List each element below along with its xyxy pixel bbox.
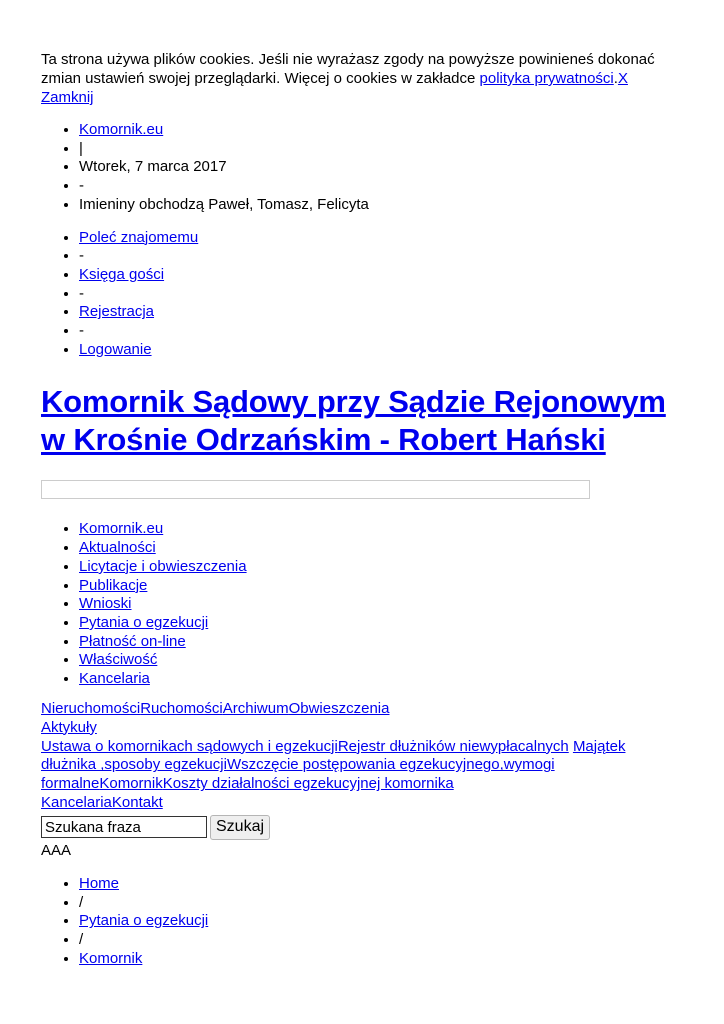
search-button[interactable]: Szukaj [210,815,270,840]
user-links-dash: • - [79,285,683,304]
sub-nav-item[interactable]: Nieruchomości [41,699,141,717]
breadcrumb-separator: • / [79,894,683,913]
sub-nav [41,700,683,813]
search-input[interactable] [41,816,207,838]
sub-nav-item[interactable]: Majątek dłużnika ,sposoby egzekucji [41,737,626,774]
cookie-close-link[interactable]: X Zamknij [41,70,628,106]
main-nav-item[interactable]: Komornik.eu [79,520,164,538]
main-nav-item[interactable]: Wnioski [79,595,132,613]
main-nav-item[interactable]: Właściwość [79,651,158,669]
banner-placeholder [41,480,590,499]
namedays: • Imieniny obchodzą Paweł, Tomasz, Felicyta [79,196,683,215]
main-nav [41,520,683,688]
user-links-dash: • - [79,247,683,266]
login-link[interactable]: Logowanie [79,340,152,358]
privacy-policy-link[interactable]: polityka prywatności [479,70,614,87]
cookie-separator: . [613,70,618,87]
cookie-text: Ta strona używa plików cookies. Jeśli nie wyrażasz zgody na powyższe powinieneś dokonać zmian ustawień swojej przeglądarki. Więcej o cookies w zakładce [41,51,655,87]
main-nav-item[interactable]: Aktualności [79,539,156,557]
breadcrumb-section-link[interactable]: Pytania o egzekucji [79,912,209,930]
topbar-separator: • | [79,140,683,159]
topbar-site-link[interactable]: Komornik.eu [79,121,164,138]
sub-nav-item[interactable]: Obwieszczenia [288,699,390,717]
search-form [41,814,683,840]
sub-nav-item[interactable]: Koszty działalności egzekucyjnej komornika [162,775,454,793]
main-nav-item[interactable]: Płatność on-line [79,632,186,650]
sub-nav-item[interactable]: Komornik [99,775,163,793]
user-links [41,229,683,360]
sub-nav-item[interactable]: Archiwum [222,699,289,717]
guestbook-link[interactable]: Księga gości [79,265,165,283]
breadcrumb [41,875,683,969]
main-nav-item[interactable]: Pytania o egzekucji [79,613,209,631]
sub-nav-item[interactable]: Aktykuły [41,718,97,736]
sub-nav-item[interactable]: Rejestr dłużników niewypłacalnych [337,737,569,755]
breadcrumb-separator: • / [79,931,683,950]
sub-nav-item[interactable]: Wszczęcie postępowania egzekucyjnego,wymogi formalne [41,756,555,793]
main-nav-item[interactable]: Publikacje [79,576,148,594]
topbar [41,121,683,215]
sub-nav-item[interactable]: Kontakt [111,794,163,812]
main-nav-item[interactable]: Kancelaria [79,670,150,688]
breadcrumb-current-link[interactable]: Komornik [79,949,143,967]
font-size-switcher[interactable]: AAA [41,842,72,860]
sub-nav-item[interactable]: Ruchomości [140,699,223,717]
breadcrumb-home-link[interactable]: Home [79,874,120,892]
cookie-notice [41,50,683,107]
register-link[interactable]: Rejestracja [79,303,155,321]
site-title-link[interactable]: Komornik Sądowy przy Sądzie Rejonowym w Krośnie Odrzańskim - Robert Hański [41,384,666,458]
site-title [41,383,683,459]
current-date: • Wtorek, 7 marca 2017 [79,158,683,177]
main-nav-item[interactable]: Licytacje i obwieszczenia [79,557,247,575]
recommend-link[interactable]: Poleć znajomemu [79,228,199,246]
sub-nav-item[interactable]: Ustawa o komornikach sądowych i egzekucji [41,737,338,755]
user-links-dash: • - [79,322,683,341]
sub-nav-item[interactable]: Kancelaria [41,794,112,812]
topbar-dash: • - [79,177,683,196]
